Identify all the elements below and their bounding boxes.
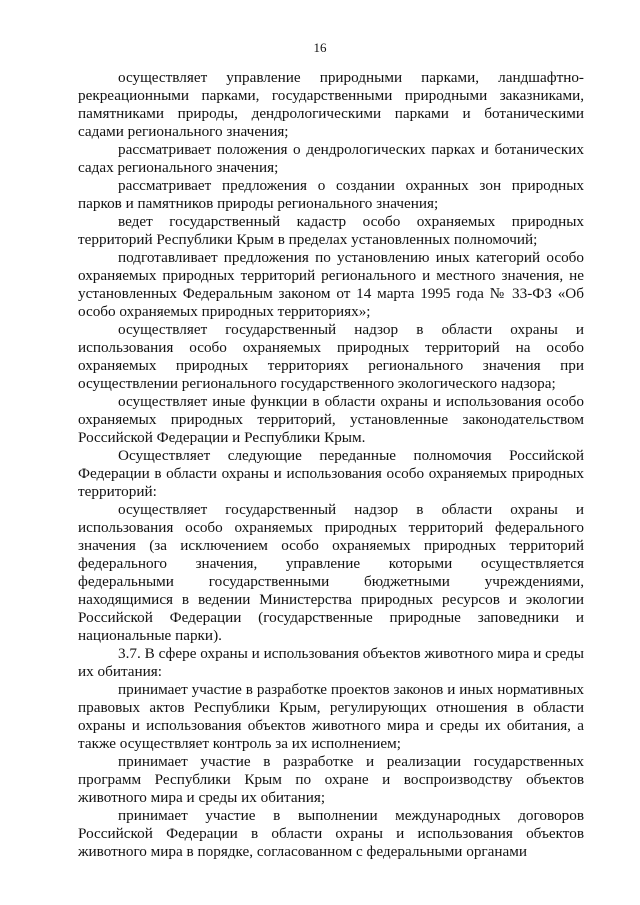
document-body <box>78 69 584 861</box>
paragraph: принимает участие в разработке проектов законов и иных нормативных правовых актов Республики Крым, регулирующих отношения в области охраны и использования объектов животного мира и среды их обитания, а также осуществляет контроль за их исполнением; <box>78 681 584 752</box>
paragraph: рассматривает положения о дендрологических парках и ботанических садах регионального значения; <box>78 141 584 176</box>
paragraph: рассматривает предложения о создании охранных зон природных парков и памятников природы регионального значения; <box>78 177 584 212</box>
paragraph: Осуществляет следующие переданные полномочия Российской Федерации в области охраны и использования особо охраняемых природных территорий: <box>78 447 584 500</box>
paragraph: принимает участие в выполнении международных договоров Российской Федерации в области охраны и использования объектов животного мира в порядке, согласованном с федеральными органами <box>78 807 584 860</box>
paragraph: осуществляет иные функции в области охраны и использования особо охраняемых природных территорий, установленные законодательством Российской Федерации и Республики Крым. <box>78 393 584 446</box>
section-heading: 3.7. В сфере охраны и использования объектов животного мира и среды их обитания: <box>78 645 584 680</box>
paragraph: осуществляет государственный надзор в области охраны и использования особо охраняемых природных территорий федерального значения (за исключением особо охраняемых природных территорий федерального значения, управление которыми осуществляется федеральными государственными бюджетными учреждениями, находящимися в ведении Министерства природных ресурсов и экологии Российской Федерации (государственные природные заповедники и национальные парки). <box>78 501 584 644</box>
paragraph: принимает участие в разработке и реализации государственных программ Республики Крым по охране и воспроизводству объектов животного мира и среды их обитания; <box>78 753 584 806</box>
paragraph: ведет государственный кадастр особо охраняемых природных территорий Республики Крым в пределах установленных полномочий; <box>78 213 584 248</box>
paragraph: подготавливает предложения по установлению иных категорий особо охраняемых природных территорий регионального и местного значения, не установленных Федеральным законом от 14 марта 1995 года № 33-ФЗ «Об особо охраняемых природных территориях»; <box>78 249 584 320</box>
paragraph: осуществляет управление природными парками, ландшафтно-рекреационными парками, государственными природными заказниками, памятниками природы, дендрологическими парками и ботаническими садами регионального значения; <box>78 69 584 140</box>
paragraph: осуществляет государственный надзор в области охраны и использования особо охраняемых природных территорий на особо охраняемых природных территориях регионального значения при осуществлении регионального государственного экологического надзора; <box>78 321 584 392</box>
page-number: 16 <box>313 40 327 55</box>
